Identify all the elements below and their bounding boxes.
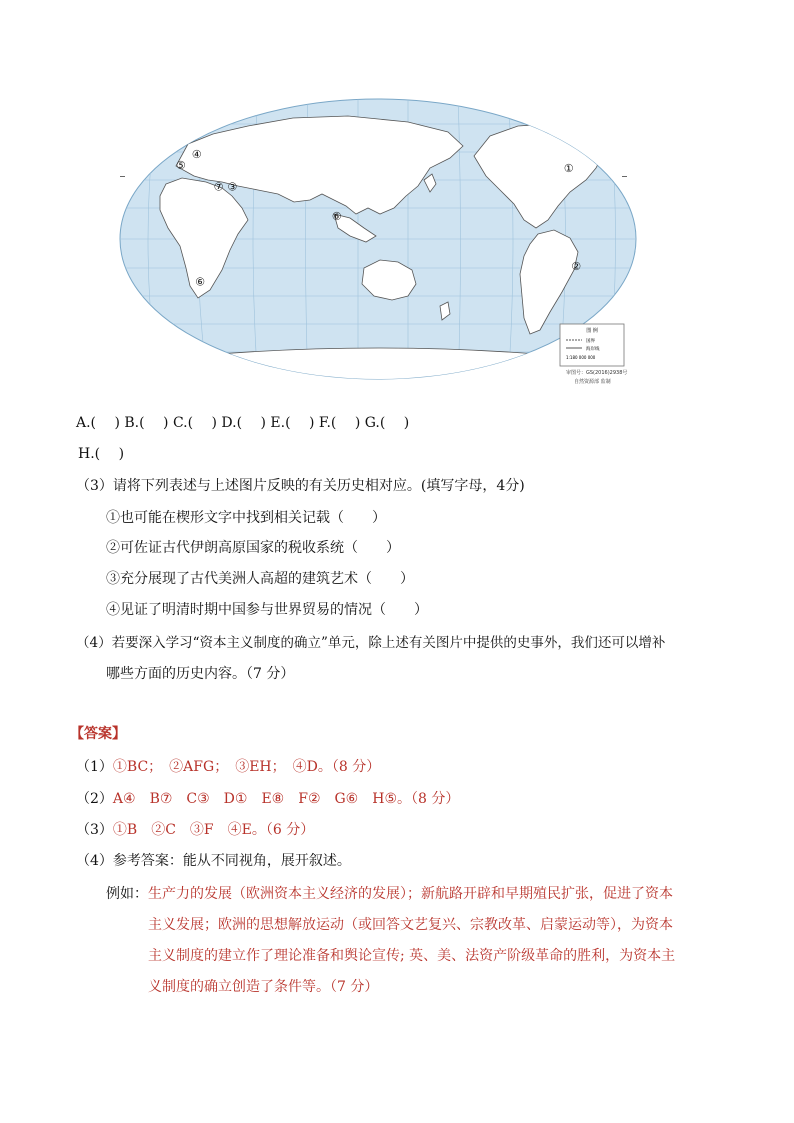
q3-item-1: ①也可能在楔形文字中找到相关记载（ ） <box>106 510 386 526</box>
map-credit-approval: 审图号：GS(2016)2938号 <box>566 370 628 376</box>
q3-item-3: ③充分展现了古代美洲人高超的建筑艺术（ ） <box>106 571 414 587</box>
map-marker-4: ④ <box>191 148 202 161</box>
map-marker-7: ⑥ <box>195 275 205 289</box>
answer-4 <box>76 850 351 870</box>
answer-4-line-3: 主义制度的建立作了理论准备和舆论宣传; 英、美、法资产阶级革命的胜利，为资本主 <box>148 948 676 964</box>
map-marker-2: ② <box>571 260 582 273</box>
answer-2 <box>76 788 459 808</box>
answer-heading: 【答案】 <box>70 726 126 742</box>
legend-title: 图 例 <box>586 328 598 334</box>
map-marker-8: ⑦ <box>213 180 224 194</box>
answer-4-intro: 能从不同视角，展开叙述。 <box>182 853 351 869</box>
answer-2-label: （2） <box>76 791 113 807</box>
q3-title: （3）请将下列表述与上述图片反映的有关历史相对应。(填写字母，4分) <box>76 478 525 494</box>
margin-tick-left <box>120 176 125 177</box>
answer-1-label: （1） <box>76 759 113 775</box>
answer-4-line-2: 主义发展；欧洲的思想解放运动（或回答文艺复兴、宗教改革、启蒙运动等），为资本 <box>148 917 673 933</box>
margin-tick-right <box>622 176 627 177</box>
answer-4-example <box>106 883 673 903</box>
answer-4-line-1: 生产力的发展（欧洲资本主义经济的发展）；新航路开辟和早期殖民扩张，促进了资本 <box>148 886 673 902</box>
map-credit-agency: 自然资源部 监制 <box>574 379 611 385</box>
q4-line-2: 哪些方面的历史内容。（7 分） <box>106 666 295 682</box>
answer-4-label: （4）参考答案： <box>76 853 183 869</box>
q3-item-4: ④见证了明清时期中国参与世界贸易的情况（ ） <box>106 602 428 618</box>
legend-coast-label: 海岸线 <box>586 347 600 352</box>
q3-item-2: ②可佐证古代伊朗高原国家的税收系统（ ） <box>106 540 400 556</box>
answer-3 <box>76 819 314 839</box>
world-map <box>118 96 638 386</box>
map-marker-5: ⑤ <box>175 158 186 172</box>
answer-1-text: ①BC； ②AFG； ③EH； ④D。（8 分） <box>112 759 381 775</box>
map-marker-3: ③ <box>227 180 238 194</box>
blank-row-1: A.( ) B.( ) C.( ) D.( ) E.( ) F.( ) G.( ) <box>76 415 410 431</box>
greenland <box>588 106 626 134</box>
answer-2-text: A④ B⑦ C③ D① E⑧ F② G⑥ H⑤。（8 分） <box>112 791 460 807</box>
answer-3-label: （3） <box>76 822 113 838</box>
map-marker-6: ⑥ <box>331 210 342 224</box>
q4-line-1: （4）若要深入学习“资本主义制度的确立”单元，除上述有关图片中提供的史事外，我们还可以增补 <box>76 635 666 651</box>
map-legend <box>560 324 624 366</box>
legend-border-label: 国界 <box>586 339 595 344</box>
blank-row-2: H.( ) <box>78 446 125 462</box>
answer-4-line-4: 义制度的确立创造了条件等。（7 分） <box>148 979 379 995</box>
answer-1 <box>76 756 380 776</box>
answer-4-example-label: 例如： <box>106 886 148 902</box>
answer-3-text: ①B ②C ③F ④E。（6 分） <box>112 822 315 838</box>
map-marker-1: ① <box>563 162 574 175</box>
legend-scale: 1:180 000 000 <box>566 355 596 360</box>
